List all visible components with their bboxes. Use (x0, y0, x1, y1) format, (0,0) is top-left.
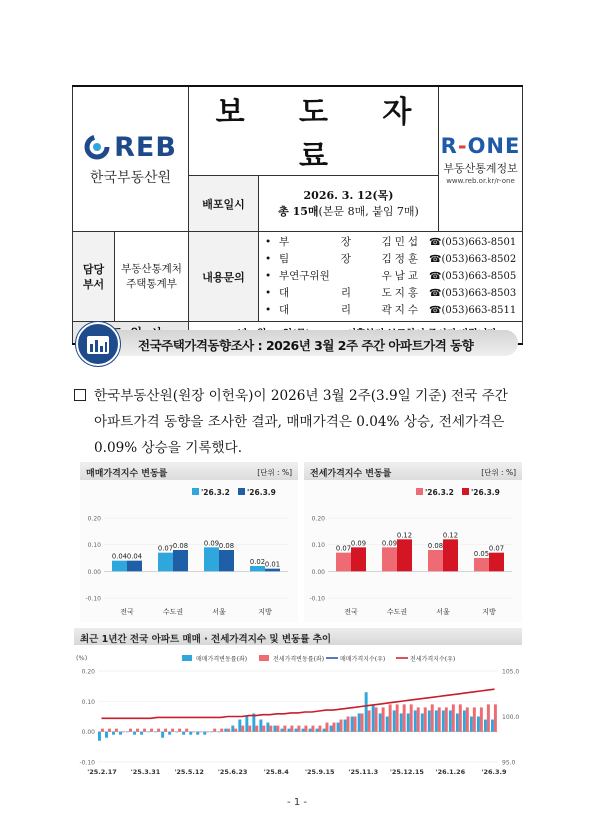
bar (204, 547, 219, 571)
y-tick-label: -0.10 (79, 759, 95, 767)
jeonse-change-bar (255, 726, 258, 732)
jeonse-change-bar (354, 717, 357, 732)
bar (474, 558, 489, 571)
bar-value-label: 0.12 (442, 531, 459, 540)
jeonse-change-bar (143, 729, 146, 732)
category-label: 전국 (344, 608, 358, 616)
dist-label: 배포일시 (189, 176, 259, 232)
y-tick-label: 0.10 (81, 698, 95, 706)
jeonse-change-bar (403, 704, 406, 731)
headline-banner (76, 322, 520, 362)
contact-rank: 대 리 (279, 287, 351, 299)
bar-value-label: 0.09 (381, 539, 398, 548)
legend-label: 전세가격지수(우) (410, 656, 456, 663)
jeonse-change-bar (459, 704, 462, 731)
sale-change-bar (379, 713, 382, 731)
sale-change-bar (470, 717, 473, 732)
jeonse-change-bar (424, 707, 427, 731)
jeonse-change-bar (389, 704, 392, 731)
sale-change-bar (456, 713, 459, 731)
x-tick-label: '25.9.15 (305, 768, 335, 776)
category-label: 수도권 (386, 608, 408, 616)
legend-swatch (259, 655, 269, 661)
jeonse-chart-unit: [단위 : %] (481, 468, 516, 477)
contact-cell (259, 232, 523, 322)
legend-label: 매매가격변동률(좌) (196, 656, 248, 663)
contact-item (265, 285, 522, 302)
contact-rank: 부 장 (279, 236, 351, 248)
jeonse-change-bar (269, 726, 272, 732)
owner-label (73, 232, 115, 321)
jeonse-change-bar (466, 707, 469, 731)
bullet-icon: • (265, 287, 272, 299)
sale-change-bar (119, 732, 122, 735)
sale-change-bar (372, 704, 375, 731)
sale-change-bar (175, 732, 178, 733)
jeonse-chart-plot (304, 480, 522, 622)
dist-date: 2026. 3. 12(목) (303, 188, 394, 202)
bar-value-label: 0.09 (203, 539, 220, 548)
y-tick-label: 0.00 (81, 729, 95, 737)
document-title: 보 도 자 료 (189, 86, 439, 176)
jeonse-change-bar (326, 723, 329, 732)
bar-value-label: 0.07 (488, 544, 505, 553)
bar (173, 550, 188, 571)
y-tick-label: 0.20 (311, 515, 325, 523)
sale-change-bar (442, 710, 445, 731)
dist-pages-detail: (본문 8매, 붙임 7매) (318, 204, 419, 218)
jeonse-change-bar (213, 729, 216, 732)
jeonse-chart-title: 전세가격지수 변동률 (310, 469, 392, 479)
sale-chart-header (80, 462, 298, 480)
x-tick-label: '25.3.31 (130, 768, 161, 776)
sale-change-bar (414, 710, 417, 731)
category-label: 수도권 (162, 608, 184, 616)
bar (158, 553, 173, 572)
x-tick-label: '25.11.3 (348, 768, 379, 776)
headline-text: 전국주택가격동향조사 : 2026년 3월 2주 주간 아파트가격 동향 (138, 338, 474, 353)
jeonse-change-bar (290, 726, 293, 732)
x-tick-label: '25.8.4 (263, 768, 289, 776)
national-statistics-seal-icon (76, 322, 120, 366)
sale-chart-unit: [단위 : %] (257, 468, 292, 477)
department-line2: 주택통계부 (126, 277, 177, 290)
contact-name: 김민섭 (381, 236, 421, 248)
jeonse-change-bar (108, 729, 111, 732)
sale-change-bar (280, 729, 283, 732)
contact-label: 내용문의 (189, 232, 259, 322)
bar (428, 550, 443, 571)
sale-change-bar (154, 732, 157, 733)
bar (265, 569, 280, 572)
sale-change-bar (126, 732, 129, 733)
jeonse-change-bar (333, 723, 336, 732)
summary-text: 한국부동산원(원장 이헌욱)이 2026년 3월 2주(3.9일 기준) 전국 주간 아파트가격 동향을 조사한 결과, 매매가격은 0.04% 상승, 전세가격은 0.09% 상승을 기록했다. (94, 388, 508, 456)
sale-change-bar (351, 717, 354, 732)
owner-cell (73, 232, 189, 322)
y-unit-label: (%) (76, 654, 88, 662)
sale-change-bar (266, 723, 269, 732)
y2-tick-label: 105.0 (502, 668, 520, 676)
legend-swatch (192, 488, 199, 495)
y-tick-label: 0.20 (81, 668, 95, 676)
contact-rank: 부연구위원 (279, 270, 330, 282)
sale-change-bar (302, 729, 305, 732)
contact-name: 곽지수 (381, 304, 421, 316)
bullet-icon: • (265, 236, 272, 248)
sale-change-bar (224, 729, 227, 732)
jeonse-change-bar (382, 707, 385, 731)
bar (127, 561, 142, 572)
legend-swatch (462, 488, 469, 495)
jeonse-change-bar (262, 726, 265, 732)
reb-emblem-icon (84, 134, 110, 160)
jeonse-change-bar (368, 710, 371, 731)
bar (219, 550, 234, 571)
department (115, 232, 188, 321)
reb-logo-text: REB (114, 131, 177, 163)
sale-change-bar (210, 732, 213, 733)
jeonse-change-bar (417, 707, 420, 731)
legend-swatch (416, 488, 423, 495)
sale-change-bar (245, 717, 248, 732)
bar (382, 547, 397, 571)
bar (443, 539, 458, 571)
jeonse-change-bar (340, 720, 343, 732)
sale-change-chart (80, 462, 298, 622)
sale-change-bar (189, 732, 192, 735)
contact-item (265, 302, 522, 319)
bar (250, 566, 265, 571)
jeonse-change-bar (164, 729, 167, 732)
sale-change-bar (203, 732, 206, 735)
bar-value-label: 0.04 (126, 552, 143, 561)
y-tick-label: 0.20 (87, 515, 101, 523)
sale-change-bar (273, 726, 276, 732)
jeonse-change-bar (192, 732, 195, 733)
sale-change-bar (98, 732, 101, 741)
jeonse-change-bar (136, 729, 139, 732)
sale-change-bar (112, 732, 115, 735)
bar-value-label: 0.09 (350, 539, 367, 548)
jeonse-change-bar (220, 729, 223, 732)
jeonse-change-bar (494, 704, 497, 731)
legend-label: '26.3.2 (425, 488, 454, 497)
jeonse-change-bar (276, 726, 279, 732)
jeonse-change-bar (171, 729, 174, 732)
legend-label: 전세가격변동률(좌) (273, 656, 325, 663)
sale-change-bar (407, 713, 410, 731)
sale-change-bar (337, 723, 340, 732)
jeonse-change-bar (178, 729, 181, 732)
sale-change-bar (344, 720, 347, 732)
contact-phone: ☎(053)663-8502 (429, 254, 517, 265)
sale-change-bar (238, 720, 241, 732)
rone-name: 부동산통계정보 (443, 161, 518, 175)
jeonse-change-bar (241, 726, 244, 732)
bar-value-label: 0.04 (111, 552, 128, 561)
contact-item (265, 268, 522, 285)
contact-rank: 대 리 (279, 304, 351, 316)
jeonse-change-bar (283, 726, 286, 732)
dist-info (259, 176, 439, 232)
jeonse-change-bar (375, 707, 378, 731)
sale-change-bar (217, 732, 220, 733)
jeonse-change-bar (115, 729, 118, 732)
x-tick-label: '25.6.23 (217, 768, 248, 776)
y-tick-label: 0.00 (311, 568, 325, 576)
sale-change-bar (393, 710, 396, 731)
sale-change-bar (316, 729, 319, 732)
jeonse-change-bar (318, 726, 321, 732)
bar-value-label: 0.07 (335, 544, 352, 553)
y-tick-label: 0.10 (87, 542, 101, 550)
x-tick-label: '26.3.9 (481, 768, 507, 776)
jeonse-change-bar (438, 707, 441, 731)
y-tick-label: 0.00 (87, 568, 101, 576)
jeonse-change-bar (445, 707, 448, 731)
owner-label-line1: 담당 (82, 262, 105, 276)
contact-item (265, 251, 522, 268)
x-tick-label: '25.12.15 (389, 768, 424, 776)
sale-change-bar (484, 720, 487, 732)
y-tick-label: 0.10 (311, 542, 325, 550)
jeonse-change-bar (410, 704, 413, 731)
sale-change-bar (309, 729, 312, 732)
sale-change-bar (428, 710, 431, 731)
jeonse-change-bar (396, 704, 399, 731)
x-tick-label: '26.1.26 (435, 768, 466, 776)
x-tick-label: '25.5.12 (174, 768, 204, 776)
rone-url: www.reb.or.kr/r-one (446, 176, 515, 185)
category-label: 서울 (212, 608, 226, 616)
sale-change-bar (140, 732, 143, 735)
jeonse-change-bar (150, 729, 153, 732)
bullet-icon: • (265, 270, 272, 282)
jeonse-change-bar (122, 732, 125, 733)
reb-logo (73, 132, 188, 163)
jeonse-change-bar (452, 704, 455, 731)
y2-tick-label: 95.0 (502, 759, 516, 767)
sale-change-bar (421, 713, 424, 731)
contact-phone: ☎(053)663-8503 (429, 288, 517, 299)
category-label: 서울 (436, 608, 450, 616)
bar (489, 553, 504, 572)
jeonse-change-bar (361, 713, 364, 731)
sale-change-bar (105, 732, 108, 738)
y2-tick-label: 100.0 (502, 714, 520, 721)
sale-change-bar (365, 692, 368, 731)
bar-value-label: 0.08 (172, 542, 189, 550)
y-tick-label: -0.10 (85, 595, 101, 603)
bar (336, 553, 351, 572)
sale-change-bar (358, 713, 361, 731)
jeonse-change-bar (304, 726, 307, 732)
sale-change-bar (323, 729, 326, 732)
jeonse-chart-header (304, 462, 522, 480)
owner-label-line2: 부서 (82, 277, 105, 291)
bar-value-label: 0.12 (396, 531, 413, 540)
legend-label: '26.3.9 (471, 488, 500, 497)
jeonse-change-bar (185, 729, 188, 732)
contact-name: 김정훈 (381, 253, 421, 265)
sale-change-bar (386, 717, 389, 732)
y-tick-label: -0.10 (309, 595, 325, 603)
sale-change-bar (196, 732, 199, 735)
summary-section (74, 383, 522, 461)
bullet-icon: • (265, 253, 272, 265)
trend-chart (74, 628, 522, 778)
jeonse-change-bar (297, 726, 300, 732)
contact-item (265, 234, 522, 251)
org-logo-cell (73, 86, 189, 232)
bar (112, 561, 127, 572)
bar (351, 547, 366, 571)
legend-label: 매매가격지수(우) (340, 656, 386, 663)
rone-logo-cell (439, 86, 523, 232)
sale-change-bar (449, 710, 452, 731)
bar-value-label: 0.07 (157, 544, 174, 553)
trend-chart-plot (74, 645, 522, 778)
sale-change-bar (133, 732, 136, 735)
bar-value-label: 0.02 (249, 558, 266, 566)
org-name: 한국부동산원 (89, 169, 172, 186)
jeonse-change-bar (157, 729, 160, 732)
bar-value-label: 0.05 (473, 550, 490, 558)
legend-label: '26.3.9 (247, 488, 276, 497)
jeonse-change-bar (206, 732, 209, 733)
contact-name: 도지홍 (381, 287, 421, 299)
trend-chart-title: 최근 1년간 전국 아파트 매매 · 전세가격지수 및 변동률 추이 (74, 628, 522, 645)
department-line1: 부동산통계처 (121, 262, 182, 275)
sale-change-bar (400, 713, 403, 731)
jeonse-change-bar (487, 704, 490, 731)
sale-change-bar (182, 732, 185, 735)
bar-value-label: 0.08 (218, 542, 235, 550)
sale-change-bar (330, 726, 333, 732)
category-label: 지방 (482, 608, 496, 616)
sale-change-bar (147, 732, 150, 733)
jeonse-change-bar (234, 729, 237, 732)
jeonse-change-bar (431, 704, 434, 731)
jeonse-change-bar (248, 726, 251, 732)
bar-value-label: 0.08 (427, 542, 444, 550)
press-header-table (72, 85, 523, 345)
jeonse-change-bar (199, 732, 202, 733)
contact-rank: 팀 장 (279, 253, 351, 265)
category-label: 지방 (258, 608, 272, 616)
sale-change-bar (168, 732, 171, 735)
contact-phone: ☎(053)663-8505 (429, 271, 517, 282)
dist-pages: 총 15매 (278, 204, 319, 218)
sale-change-bar (435, 710, 438, 731)
sale-chart-plot (80, 480, 298, 622)
jeonse-change-bar (311, 726, 314, 732)
sale-change-bar (287, 729, 290, 732)
sale-change-bar (259, 720, 262, 732)
sale-change-bar (491, 720, 494, 732)
contact-list (259, 232, 522, 321)
sale-change-bar (294, 729, 297, 732)
category-label: 전국 (120, 608, 134, 616)
rone-logo: R-ONE (440, 133, 521, 158)
jeonse-change-bar (473, 707, 476, 731)
jeonse-change-bar (480, 707, 483, 731)
sale-change-bar (161, 732, 164, 738)
jeonse-change-bar (227, 729, 230, 732)
legend-swatch (238, 488, 245, 495)
jeonse-change-bar (129, 729, 132, 732)
bar (397, 539, 412, 571)
contact-phone: ☎(053)663-8511 (429, 305, 517, 316)
sale-chart-title: 매매가격지수 변동률 (86, 469, 168, 479)
sale-change-bar (231, 726, 234, 732)
contact-phone: ☎(053)663-8501 (429, 237, 517, 248)
page-number: - 1 - (287, 797, 307, 808)
jeonse-change-bar (347, 717, 350, 732)
bar-value-label: 0.01 (264, 560, 281, 569)
legend-swatch (182, 655, 192, 661)
jeonse-change-bar (101, 729, 104, 732)
x-tick-label: '25.2.17 (87, 768, 117, 776)
contact-name: 우남교 (381, 270, 421, 282)
legend-label: '26.3.2 (201, 488, 230, 497)
checkbox-bullet-icon (74, 389, 86, 401)
sale-change-bar (477, 717, 480, 732)
jeonse-change-chart (304, 462, 522, 622)
sale-change-bar (463, 710, 466, 731)
bullet-icon: • (265, 304, 272, 316)
